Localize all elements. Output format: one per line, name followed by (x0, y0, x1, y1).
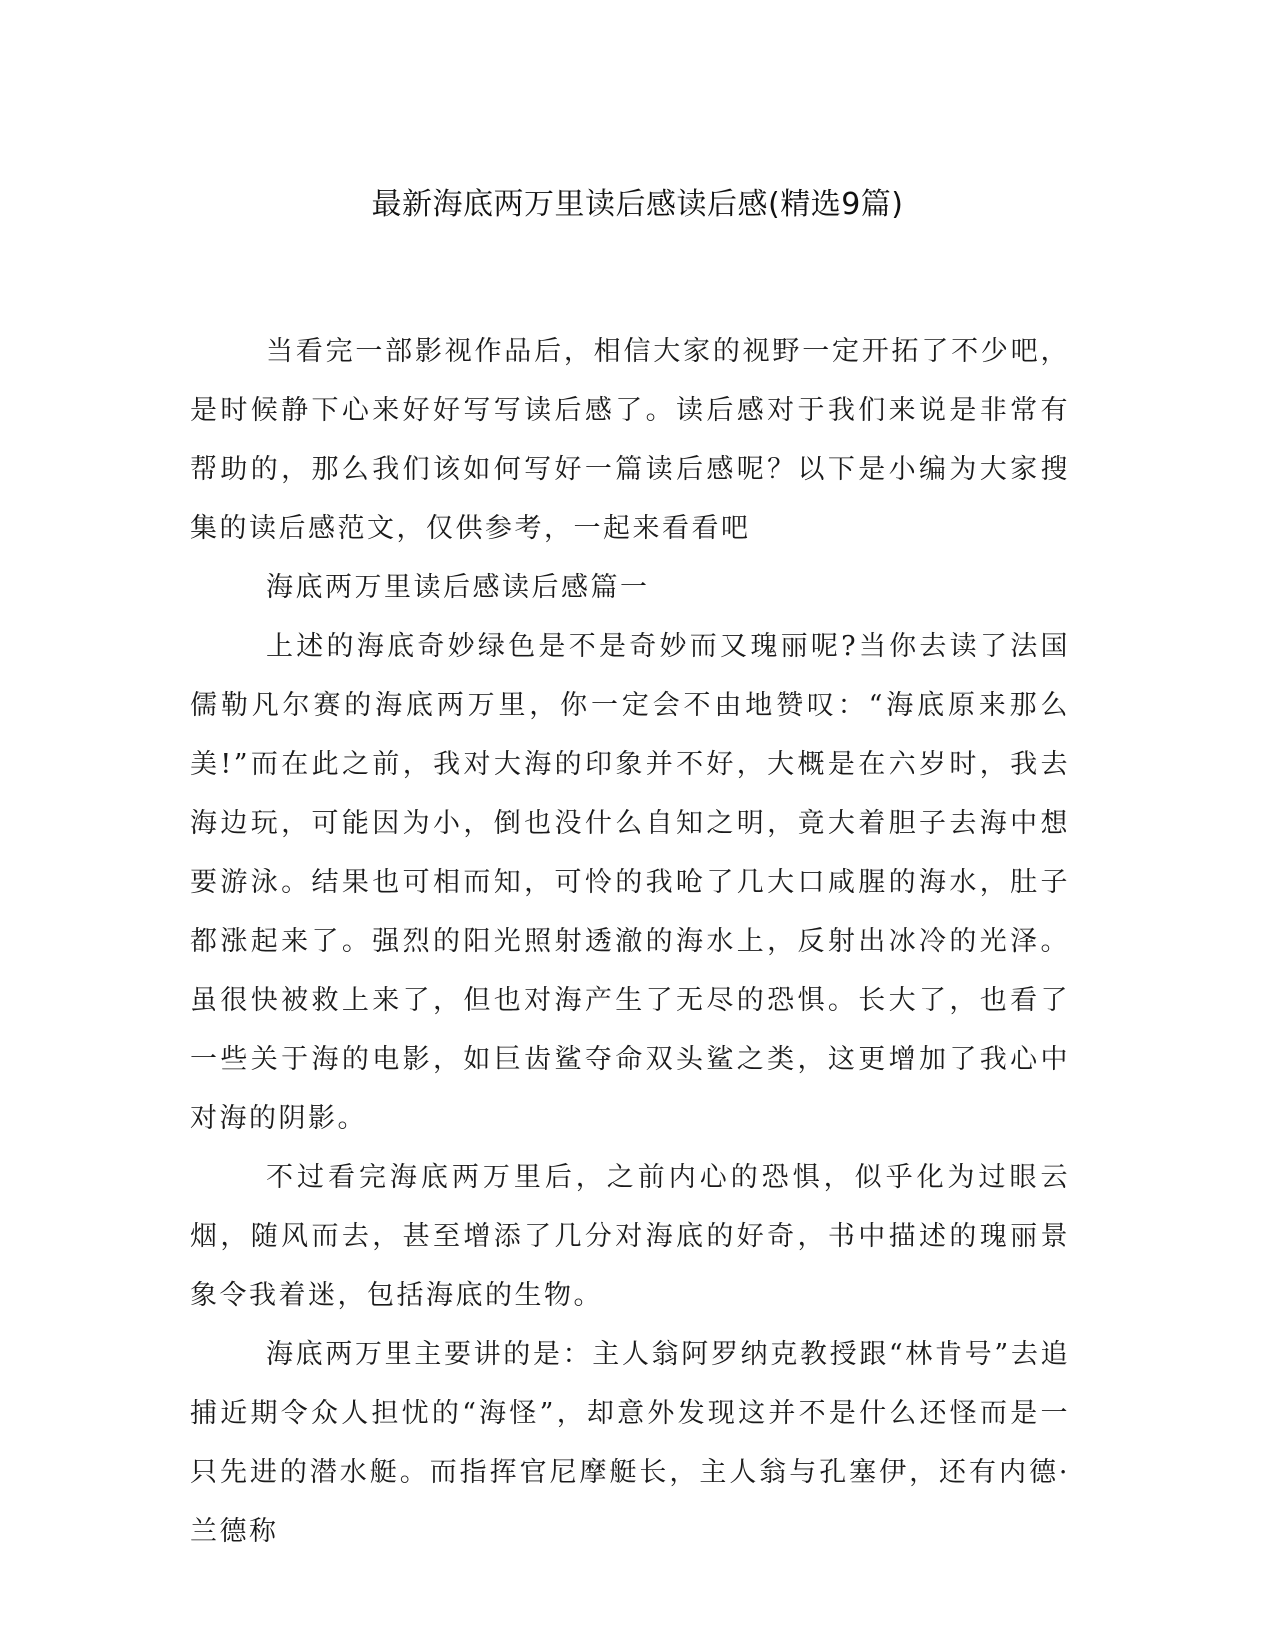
document-body (190, 322, 1070, 1561)
section-heading: 海底两万里读后感读后感篇一 (266, 572, 650, 603)
body-paragraph: 海底两万里主要讲的是：主人翁阿罗纳克教授跟“林肯号”去追捕近期令众人担忧的“海怪”，却意外发现这并不是什么还怪而是一只先进的潜水艇。而指挥官尼摩艇长，主人翁与孔塞伊，还有内德·兰德称 (190, 1339, 1070, 1547)
body-paragraph: 不过看完海底两万里后，之前内心的恐惧，似乎化为过眼云烟，随风而去，甚至增添了几分对海底的好奇，书中描述的瑰丽景象令我着迷，包括海底的生物。 (190, 1162, 1070, 1311)
intro-paragraph: 当看完一部影视作品后，相信大家的视野一定开拓了不少吧，是时候静下心来好好写写读后感了。读后感对于我们来说是非常有帮助的，那么我们该如何写好一篇读后感呢？以下是小编为大家搜集的读后感范文，仅供参考，一起来看看吧 (190, 336, 1070, 544)
body-paragraph: 上述的海底奇妙绿色是不是奇妙而又瑰丽呢?当你去读了法国儒勒凡尔赛的海底两万里，你一定会不由地赞叹：“海底原来那么美!”而在此之前，我对大海的印象并不好，大概是在六岁时，我去海边玩，可能因为小，倒也没什么自知之明，竟大着胆子去海中想要游泳。结果也可相而知，可怜的我呛了几大口咸腥的海水，肚子都涨起来了。强烈的阳光照射透澈的海水上，反射出冰冷的光泽。虽很快被救上来了，但也对海产生了无尽的恐惧。长大了，也看了一些关于海的电影，如巨齿鲨夺命双头鲨之类，这更增加了我心中对海的阴影。 (190, 631, 1070, 1134)
document-title: 最新海底两万里读后感读后感(精选9篇) (371, 187, 904, 222)
